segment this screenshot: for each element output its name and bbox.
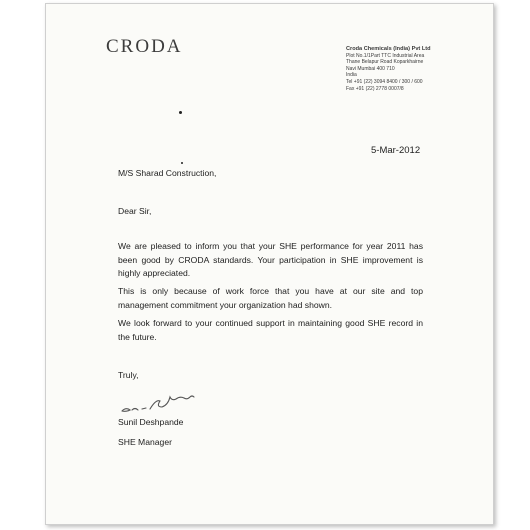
signer-name: Sunil Deshpande bbox=[118, 417, 184, 427]
address-line: Navi Mumbai 400 710 bbox=[346, 65, 395, 72]
signer-title: SHE Manager bbox=[118, 437, 172, 447]
recipient: M/S Sharad Construction, bbox=[118, 168, 217, 178]
ink-speck bbox=[179, 111, 182, 114]
company-logo: CRODA bbox=[106, 36, 183, 57]
paragraph: This is only because of work force that you have at our site and top management commitment your organization had shown. bbox=[118, 286, 423, 310]
address-line: Plot No.1/1Part TTC Industrial Area bbox=[346, 52, 425, 59]
handwritten-signature bbox=[116, 379, 206, 419]
company-name: Croda Chemicals (India) Pvt Ltd bbox=[346, 46, 431, 52]
address-line: India bbox=[346, 72, 357, 79]
company-address-block bbox=[346, 46, 486, 92]
address-line: Thane Belapur Road Koparkhairne bbox=[346, 59, 424, 66]
ink-speck bbox=[181, 162, 183, 164]
paragraph: We look forward to your continued support in maintaining good SHE record in the future. bbox=[118, 318, 423, 342]
address-line: Tel +91 (22) 3094 8400 / 300 / 600 bbox=[346, 78, 423, 85]
letter-date: 5-Mar-2012 bbox=[371, 145, 421, 156]
letter-page bbox=[45, 3, 494, 525]
address-line: Fax +91 (22) 2778 0007/8 bbox=[346, 85, 404, 92]
salutation: Dear Sir, bbox=[118, 206, 152, 216]
closing: Truly, bbox=[118, 370, 139, 380]
paragraph: We are pleased to inform you that your SHE performance for year 2011 has been good by CRODA standards. Your participation in SHE improvement is highly appreciated. bbox=[118, 241, 423, 278]
